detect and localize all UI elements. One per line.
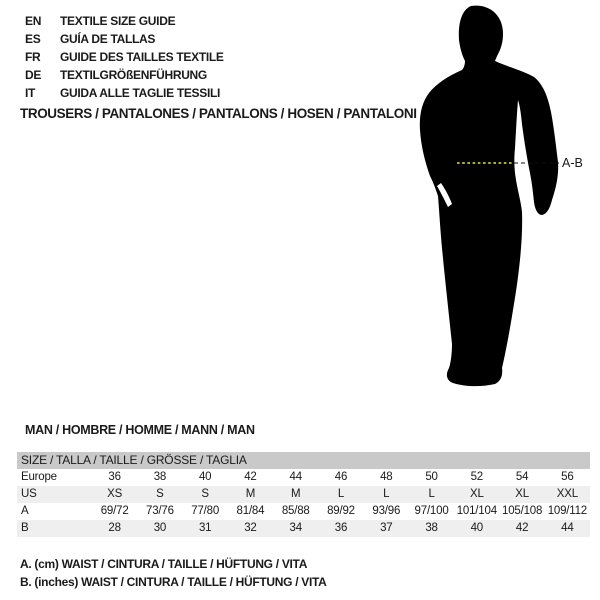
man-silhouette <box>420 6 558 387</box>
language-row-fr <box>25 48 224 66</box>
table-row-europe <box>17 469 590 486</box>
table-cell: 69/72 <box>100 505 129 517</box>
table-cell: XXL <box>556 488 578 500</box>
language-row-es <box>25 30 224 48</box>
size-table-header: SIZE / TALLA / TAILLE / GRÖSSE / TAGLIA <box>17 452 590 469</box>
table-cell: 40 <box>470 522 484 534</box>
table-cell: L <box>428 488 435 500</box>
table-cell: 37 <box>380 522 393 534</box>
language-title: GUIDE DES TAILLES TEXTILE <box>60 50 224 64</box>
table-cell: S <box>156 488 164 500</box>
table-cell: 36 <box>108 471 121 483</box>
table-cell: XL <box>469 488 484 500</box>
gender-title: MAN / HOMBRE / HOMME / MANN / MAN <box>25 423 255 437</box>
row-label: Europe <box>21 471 57 483</box>
table-cell: 93/96 <box>372 505 401 517</box>
table-cell: 52 <box>470 471 484 483</box>
note-b-inches: B. (inches) WAIST / CINTURA / TAILLE / HÜFTUNG / VITA <box>20 575 327 589</box>
man-silhouette-figure <box>395 0 600 400</box>
language-row-it <box>25 84 224 102</box>
language-title: GUÍA DE TALLAS <box>60 32 156 46</box>
table-cell: S <box>201 488 209 500</box>
table-cell: 38 <box>153 471 167 483</box>
table-cell: 30 <box>153 522 167 534</box>
table-cell: 44 <box>289 471 302 483</box>
category-title: TROUSERS / PANTALONES / PANTALONS / HOSEN / PANTALONI <box>20 106 417 121</box>
table-cell: M <box>245 488 256 500</box>
table-cell: 46 <box>334 471 348 483</box>
measurement-notes <box>20 555 327 591</box>
table-cell: 31 <box>198 522 212 534</box>
table-cell: XL <box>515 488 529 500</box>
table-cell: 44 <box>561 522 574 534</box>
language-code: FR <box>25 50 41 64</box>
table-cell: 101/104 <box>456 505 497 517</box>
table-row-b-inches <box>17 520 590 537</box>
language-title: TEXTILGRÖßENFÜHRUNG <box>60 68 207 82</box>
language-list <box>25 12 224 102</box>
table-cell: 54 <box>515 471 529 483</box>
language-code: ES <box>25 32 41 46</box>
table-cell: XS <box>107 488 123 500</box>
table-cell: 85/88 <box>281 505 310 517</box>
table-cell: 36 <box>334 522 348 534</box>
language-code: DE <box>25 68 42 82</box>
table-cell: M <box>291 488 301 500</box>
table-row-us <box>17 486 590 503</box>
measurement-label: A-B <box>562 156 583 170</box>
language-title: GUIDA ALLE TAGLIE TESSILI <box>60 86 221 100</box>
language-title: TEXTILE SIZE GUIDE <box>60 14 176 28</box>
language-code: EN <box>25 14 42 28</box>
table-cell: 32 <box>244 522 257 534</box>
row-label: US <box>21 488 37 500</box>
language-code: IT <box>25 86 36 100</box>
row-label: B <box>21 522 29 534</box>
table-cell: 48 <box>380 471 393 483</box>
table-cell: 73/76 <box>146 505 174 517</box>
table-cell: 105/108 <box>502 505 543 517</box>
table-cell: L <box>383 488 390 500</box>
size-table <box>17 452 590 537</box>
table-cell: 97/100 <box>414 505 449 517</box>
table-cell: 28 <box>108 522 121 534</box>
table-cell: 77/80 <box>191 505 220 517</box>
table-cell: 50 <box>425 471 438 483</box>
table-cell: 81/84 <box>236 505 265 517</box>
language-row-de <box>25 66 224 84</box>
table-cell: 89/92 <box>327 505 355 517</box>
language-row-en <box>25 12 224 30</box>
table-cell: 42 <box>515 522 529 534</box>
table-row-a-cm <box>17 503 590 520</box>
table-cell: 34 <box>289 522 302 534</box>
note-a-cm: A. (cm) WAIST / CINTURA / TAILLE / HÜFTUNG / VITA <box>20 557 308 571</box>
row-label: A <box>21 505 29 517</box>
table-cell: L <box>337 488 345 500</box>
table-cell: 40 <box>198 471 212 483</box>
table-cell: 42 <box>244 471 257 483</box>
table-cell: 109/112 <box>547 505 588 517</box>
table-cell: 56 <box>561 471 574 483</box>
table-cell: 38 <box>425 522 438 534</box>
